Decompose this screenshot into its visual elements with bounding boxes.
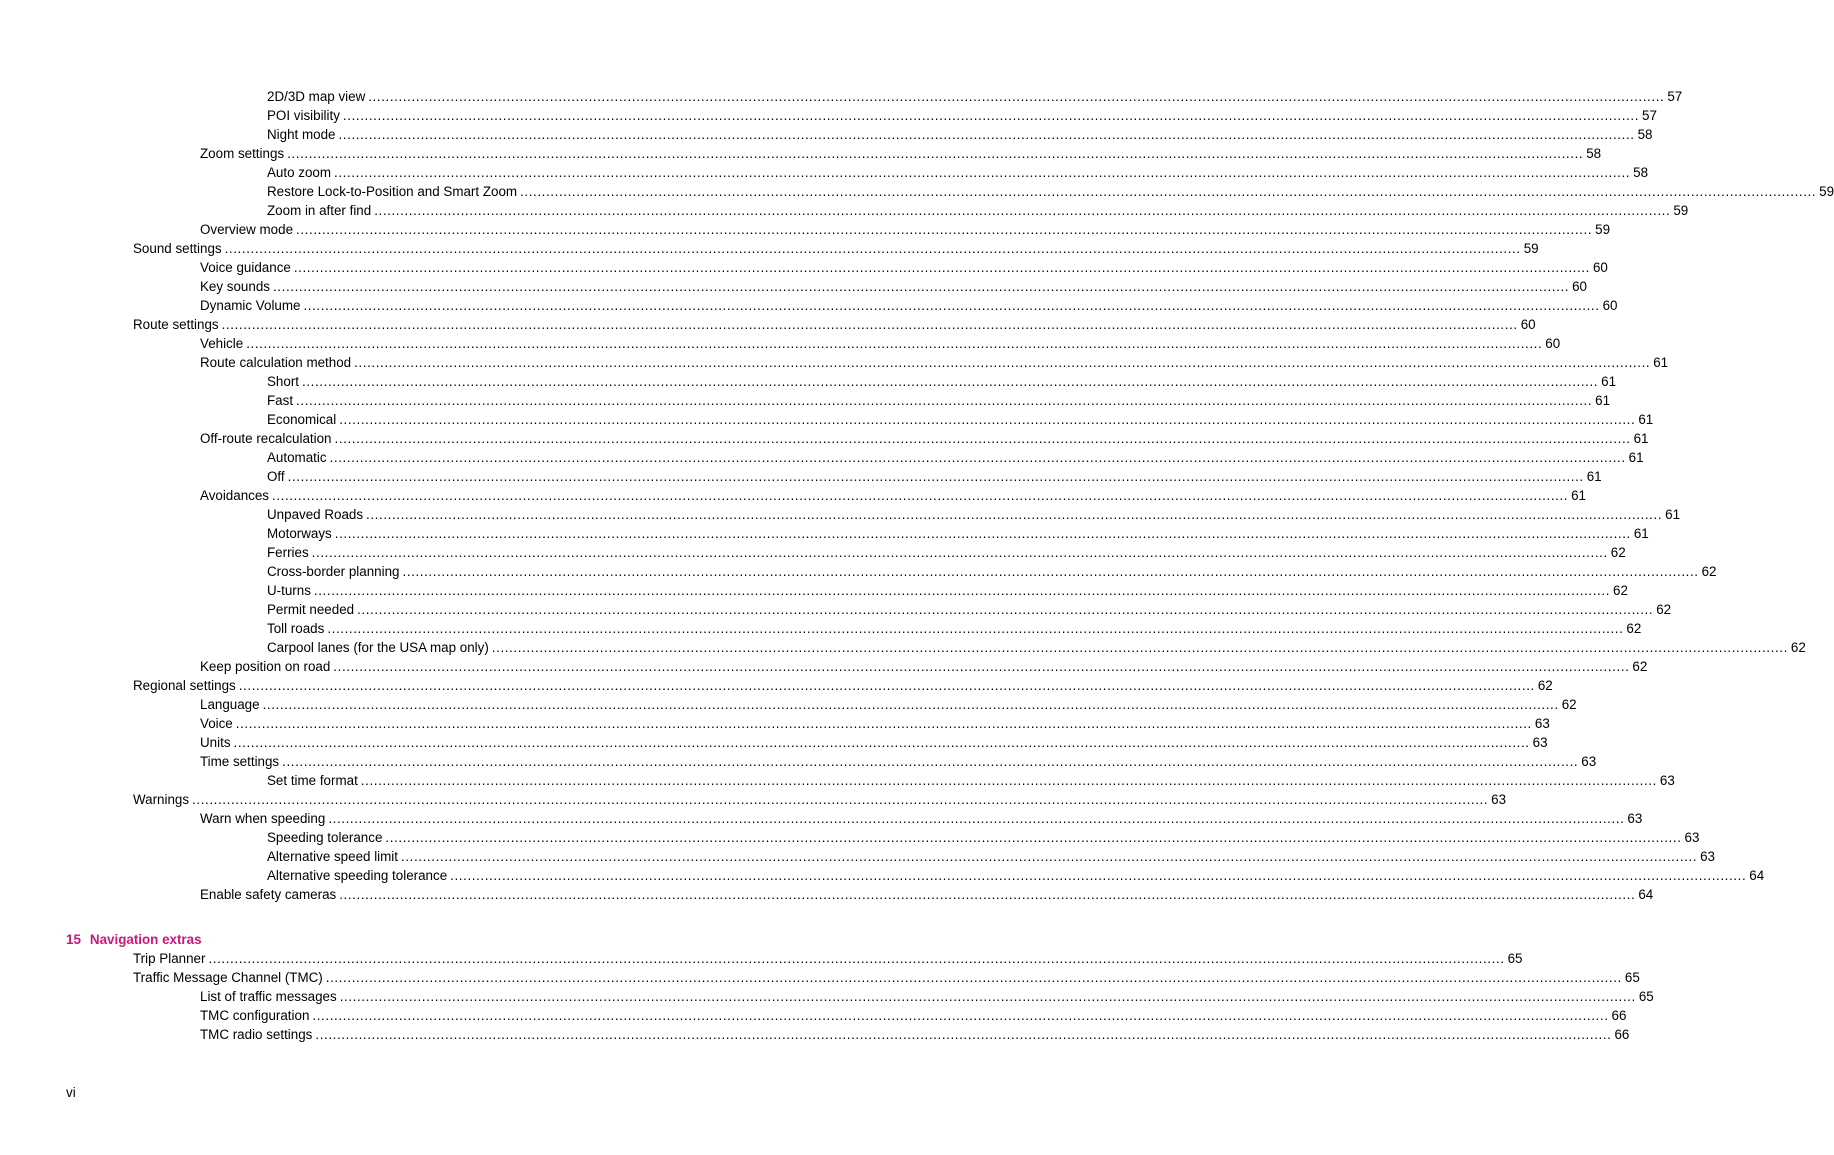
toc-entry[interactable] — [267, 828, 1700, 847]
toc-entry-title: Fast — [267, 393, 294, 408]
toc-entry-title: Vehicle — [200, 336, 244, 351]
toc-entry-page: 58 — [1637, 127, 1653, 142]
toc-entry-page: 61 — [1665, 507, 1681, 522]
toc-entry-title: Speeding tolerance — [267, 830, 383, 845]
toc-entry[interactable] — [200, 277, 1587, 296]
toc-leader-dots: ............................................................................................................................................................................................................................................................................................................ — [262, 697, 1559, 712]
toc-entry-title: Regional settings — [133, 678, 236, 693]
toc-entry-page: 60 — [1545, 336, 1561, 351]
toc-entry-title: Trip Planner — [133, 951, 206, 966]
toc-entry-page: 62 — [1701, 564, 1717, 579]
toc-entry-title: Route settings — [133, 317, 219, 332]
toc-entry[interactable] — [200, 714, 1550, 733]
footer-page-number: vi — [66, 1085, 76, 1100]
toc-entry-page: 63 — [1581, 754, 1597, 769]
toc-entry-title: Short — [267, 374, 300, 389]
toc-entry-title: Warn when speeding — [200, 811, 326, 826]
toc-leader-dots: ............................................................................................................................................................................................................................................................................................................ — [272, 488, 1569, 503]
toc-leader-dots: ............................................................................................................................................................................................................................................................................................................ — [357, 602, 1654, 617]
toc-entry[interactable] — [267, 201, 1689, 220]
toc-entry-title: Voice — [200, 716, 233, 731]
toc-leader-dots: ............................................................................................................................................................................................................................................................................................................ — [311, 545, 1608, 560]
toc-entry-page: 59 — [1523, 241, 1539, 256]
toc-entry-page: 63 — [1532, 735, 1548, 750]
toc-entry-title: Overview mode — [200, 222, 294, 237]
toc-entry[interactable] — [267, 391, 1611, 410]
toc-entry-page: 59 — [1673, 203, 1689, 218]
toc-leader-dots: ............................................................................................................................................................................................................................................................................................................ — [334, 431, 1631, 446]
toc-entry-page: 61 — [1601, 374, 1617, 389]
toc-leader-dots: ............................................................................................................................................................................................................................................................................................................ — [296, 222, 1593, 237]
toc-entry[interactable] — [267, 125, 1653, 144]
toc-entry-page: 57 — [1642, 108, 1657, 123]
toc-entry[interactable] — [267, 467, 1602, 486]
toc-entry[interactable] — [267, 771, 1675, 790]
toc-entry-title: Restore Lock-to-Position and Smart Zoom — [267, 184, 518, 199]
toc-leader-dots: ............................................................................................................................................................................................................................................................................................................ — [272, 279, 1570, 294]
toc-leader-dots: ............................................................................................................................................................................................................................................................................................................ — [208, 951, 1505, 966]
toc-entry-page: 60 — [1602, 298, 1618, 313]
toc-entry[interactable] — [200, 258, 1608, 277]
toc-entry[interactable] — [133, 676, 1553, 695]
toc-leader-dots: ............................................................................................................................................................................................................................................................................................................ — [366, 507, 1663, 522]
toc-leader-dots: ............................................................................................................................................................................................................................................................................................................ — [401, 849, 1698, 864]
toc-leader-dots: ............................................................................................................................................................................................................................................................................................................ — [325, 970, 1622, 985]
toc-leader-dots: ............................................................................................................................................................................................................................................................................................................ — [339, 887, 1636, 902]
toc-entry[interactable] — [133, 968, 1640, 987]
toc-entry[interactable] — [200, 486, 1587, 505]
toc-entry[interactable] — [200, 695, 1577, 714]
toc-entry-page: 60 — [1520, 317, 1536, 332]
table-of-contents — [0, 87, 1834, 1044]
toc-leader-dots: ............................................................................................................................................................................................................................................................................................................ — [338, 127, 1635, 142]
toc-entry-page: 65 — [1638, 989, 1654, 1004]
toc-entry[interactable] — [267, 372, 1617, 391]
toc-leader-dots: ............................................................................................................................................................................................................................................................................................................ — [327, 621, 1624, 636]
toc-leader-dots: ............................................................................................................................................................................................................................................................................................................ — [339, 989, 1636, 1004]
toc-entry-page: 61 — [1628, 450, 1644, 465]
toc-entry-page: 64 — [1638, 887, 1654, 902]
toc-section-after — [0, 949, 1654, 1044]
toc-leader-dots: ............................................................................................................................................................................................................................................................................................................ — [287, 146, 1584, 161]
toc-entry-page: 62 — [1613, 583, 1628, 598]
toc-leader-dots: ............................................................................................................................................................................................................................................................................................................ — [192, 792, 1489, 807]
toc-entry-title: 2D/3D map view — [267, 89, 366, 104]
toc-entry[interactable] — [267, 562, 1717, 581]
toc-entry-page: 61 — [1653, 355, 1669, 370]
toc-leader-dots: ............................................................................................................................................................................................................................................................................................................ — [329, 450, 1626, 465]
toc-entry-page: 62 — [1561, 697, 1577, 712]
toc-leader-dots: ............................................................................................................................................................................................................................................................................................................ — [221, 317, 1518, 332]
toc-entry-page: 61 — [1638, 412, 1654, 427]
toc-leader-dots: ............................................................................................................................................................................................................................................................................................................ — [315, 1027, 1612, 1042]
toc-leader-dots: ............................................................................................................................................................................................................................................................................................................ — [520, 184, 1817, 199]
toc-entry-title: Keep position on road — [200, 659, 331, 674]
toc-entry-title: Dynamic Volume — [200, 298, 301, 313]
toc-entry[interactable] — [200, 296, 1618, 315]
toc-entry-page: 58 — [1633, 165, 1649, 180]
toc-entry-title: Traffic Message Channel (TMC) — [133, 970, 323, 985]
toc-entry-title: Permit needed — [267, 602, 355, 617]
toc-leader-dots: ............................................................................................................................................................................................................................................................................................................ — [233, 735, 1530, 750]
toc-entry-page: 62 — [1626, 621, 1642, 636]
toc-entry-page: 61 — [1571, 488, 1587, 503]
toc-entry-page: 63 — [1627, 811, 1643, 826]
toc-entry-title: Zoom settings — [200, 146, 285, 161]
toc-entry-page: 60 — [1592, 260, 1608, 275]
toc-entry[interactable] — [133, 315, 1536, 334]
toc-entry[interactable] — [267, 106, 1657, 125]
toc-entry[interactable] — [267, 581, 1628, 600]
toc-entry-page: 62 — [1656, 602, 1672, 617]
toc-entry-page: 63 — [1700, 849, 1716, 864]
toc-entry[interactable] — [267, 505, 1681, 524]
page-footer — [66, 1083, 76, 1102]
toc-entry[interactable] — [267, 524, 1649, 543]
toc-entry-title: Unpaved Roads — [267, 507, 364, 522]
toc-leader-dots: ............................................................................................................................................................................................................................................................................................................ — [334, 165, 1631, 180]
toc-entry-page: 65 — [1624, 970, 1640, 985]
toc-entry[interactable] — [200, 987, 1654, 1006]
toc-entry-title: Alternative speed limit — [267, 849, 398, 864]
toc-entry-title: Carpool lanes (for the USA map only) — [267, 640, 489, 655]
toc-entry[interactable] — [267, 163, 1649, 182]
toc-entry[interactable] — [200, 1006, 1627, 1025]
toc-entry-page: 60 — [1572, 279, 1587, 294]
toc-entry-title: Motorways — [267, 526, 332, 541]
toc-entry-page: 64 — [1749, 868, 1765, 883]
toc-entry[interactable] — [200, 809, 1643, 828]
toc-entry-title: Voice guidance — [200, 260, 291, 275]
toc-leader-dots: ............................................................................................................................................................................................................................................................................................................ — [354, 355, 1651, 370]
toc-leader-dots: ............................................................................................................................................................................................................................................................................................................ — [312, 1008, 1609, 1023]
toc-entry-title: POI visibility — [267, 108, 340, 123]
toc-entry[interactable] — [200, 885, 1654, 904]
toc-leader-dots: ............................................................................................................................................................................................................................................................................................................ — [374, 203, 1671, 218]
toc-section-before — [0, 87, 1834, 904]
toc-entry-title: Ferries — [267, 545, 309, 560]
toc-leader-dots: ............................................................................................................................................................................................................................................................................................................ — [385, 830, 1682, 845]
toc-entry-title: Key sounds — [200, 279, 270, 294]
toc-entry[interactable] — [200, 733, 1548, 752]
chapter-number: 15 — [66, 932, 81, 947]
toc-entry[interactable] — [200, 334, 1561, 353]
toc-entry-page: 57 — [1667, 89, 1683, 104]
toc-leader-dots: ............................................................................................................................................................................................................................................................................................................ — [287, 469, 1584, 484]
toc-entry-title: TMC configuration — [200, 1008, 310, 1023]
toc-leader-dots: ............................................................................................................................................................................................................................................................................................................ — [282, 754, 1579, 769]
toc-leader-dots: ............................................................................................................................................................................................................................................................................................................ — [302, 374, 1599, 389]
toc-entry[interactable] — [133, 239, 1539, 258]
toc-entry-title: Zoom in after find — [267, 203, 372, 218]
toc-entry-title: Off-route recalculation — [200, 431, 332, 446]
toc-entry[interactable] — [267, 182, 1834, 201]
toc-entry-title: Automatic — [267, 450, 327, 465]
toc-entry[interactable] — [267, 410, 1654, 429]
toc-leader-dots: ............................................................................................................................................................................................................................................................................................................ — [334, 526, 1631, 541]
toc-entry-title: Time settings — [200, 754, 280, 769]
toc-entry-page: 61 — [1633, 526, 1649, 541]
chapter-title: Navigation extras — [89, 932, 202, 947]
toc-entry-page: 62 — [1632, 659, 1648, 674]
toc-entry-page: 66 — [1614, 1027, 1630, 1042]
toc-entry-title: Route calculation method — [200, 355, 352, 370]
toc-entry[interactable] — [200, 1025, 1630, 1044]
toc-entry-title: Toll roads — [267, 621, 325, 636]
toc-entry-title: Auto zoom — [267, 165, 332, 180]
toc-leader-dots: ............................................................................................................................................................................................................................................................................................................ — [293, 260, 1590, 275]
toc-entry-page: 63 — [1659, 773, 1675, 788]
toc-entry[interactable] — [267, 87, 1683, 106]
toc-entry[interactable] — [200, 657, 1648, 676]
toc-entry-title: Avoidances — [200, 488, 269, 503]
toc-entry[interactable] — [267, 543, 1626, 562]
toc-leader-dots: ............................................................................................................................................................................................................................................................................................................ — [303, 298, 1600, 313]
toc-entry-title: Language — [200, 697, 260, 712]
toc-entry-title: Units — [200, 735, 231, 750]
toc-entry-page: 66 — [1611, 1008, 1627, 1023]
toc-leader-dots: ............................................................................................................................................................................................................................................................................................................ — [491, 640, 1788, 655]
toc-entry[interactable] — [267, 847, 1716, 866]
toc-entry-page: 63 — [1534, 716, 1550, 731]
toc-leader-dots: ............................................................................................................................................................................................................................................................................................................ — [368, 89, 1665, 104]
toc-entry-page: 63 — [1491, 792, 1507, 807]
toc-leader-dots: ............................................................................................................................................................................................................................................................................................................ — [224, 241, 1521, 256]
toc-entry-title: U-turns — [267, 583, 311, 598]
toc-entry-page: 61 — [1633, 431, 1649, 446]
toc-entry[interactable] — [267, 638, 1806, 657]
toc-leader-dots: ............................................................................................................................................................................................................................................................................................................ — [296, 393, 1593, 408]
toc-leader-dots: ............................................................................................................................................................................................................................................................................................................ — [450, 868, 1747, 883]
chapter-heading[interactable] — [66, 930, 868, 949]
toc-leader-dots: ............................................................................................................................................................................................................................................................................................................ — [238, 678, 1535, 693]
toc-entry[interactable] — [200, 752, 1597, 771]
toc-entry-page: 62 — [1790, 640, 1806, 655]
toc-entry-page: 58 — [1586, 146, 1602, 161]
toc-entry-page: 59 — [1819, 184, 1834, 199]
toc-entry[interactable] — [133, 790, 1507, 809]
toc-leader-dots: ............................................................................................................................................................................................................................................................................................................ — [328, 811, 1625, 826]
toc-entry-title: List of traffic messages — [200, 989, 337, 1004]
toc-entry-title: TMC radio settings — [200, 1027, 313, 1042]
toc-entry-page: 63 — [1684, 830, 1700, 845]
toc-entry-title: Off — [267, 469, 285, 484]
toc-entry[interactable] — [267, 600, 1672, 619]
toc-leader-dots: ............................................................................................................................................................................................................................................................................................................ — [342, 108, 1640, 123]
toc-entry-title: Warnings — [133, 792, 190, 807]
toc-entry[interactable] — [200, 144, 1602, 163]
toc-entry-title: Enable safety cameras — [200, 887, 337, 902]
toc-leader-dots: ............................................................................................................................................................................................................................................................................................................ — [246, 336, 1543, 351]
toc-entry-title: Alternative speeding tolerance — [267, 868, 448, 883]
toc-leader-dots: ............................................................................................................................................................................................................................................................................................................ — [339, 412, 1636, 427]
toc-leader-dots: ............................................................................................................................................................................................................................................................................................................ — [402, 564, 1699, 579]
toc-entry-title: Economical — [267, 412, 337, 427]
toc-entry[interactable] — [133, 949, 1523, 968]
toc-entry-title: Set time format — [267, 773, 358, 788]
toc-leader-dots: ............................................................................................................................................................................................................................................................................................................ — [360, 773, 1657, 788]
toc-entry-page: 61 — [1595, 393, 1611, 408]
toc-leader-dots: ............................................................................................................................................................................................................................................................................................................ — [313, 583, 1611, 598]
toc-entry-title: Night mode — [267, 127, 336, 142]
toc-entry[interactable] — [200, 353, 1669, 372]
toc-entry-page: 62 — [1537, 678, 1553, 693]
toc-entry-page: 62 — [1610, 545, 1626, 560]
toc-entry[interactable] — [267, 619, 1642, 638]
toc-entry[interactable] — [267, 866, 1765, 885]
toc-entry[interactable] — [267, 448, 1644, 467]
toc-entry-page: 59 — [1595, 222, 1611, 237]
toc-entry[interactable] — [200, 220, 1611, 239]
toc-entry-page: 61 — [1586, 469, 1602, 484]
toc-entry[interactable] — [200, 429, 1649, 448]
toc-entry-title: Cross-border planning — [267, 564, 400, 579]
toc-leader-dots: ............................................................................................................................................................................................................................................................................................................ — [333, 659, 1630, 674]
toc-entry-title: Sound settings — [133, 241, 222, 256]
toc-leader-dots: ............................................................................................................................................................................................................................................................................................................ — [235, 716, 1532, 731]
toc-entry-page: 65 — [1507, 951, 1523, 966]
